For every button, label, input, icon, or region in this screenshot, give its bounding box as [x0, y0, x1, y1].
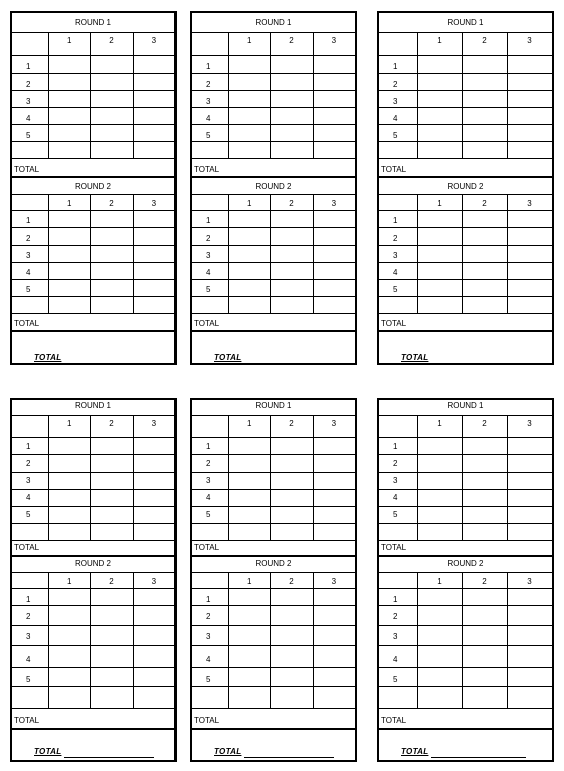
grid-line	[48, 415, 49, 540]
row-label: 1	[393, 442, 398, 451]
column-header: 3	[151, 577, 157, 586]
grid-line	[133, 194, 134, 313]
grid-line	[507, 32, 508, 158]
grid-line	[192, 73, 355, 74]
grid-line	[48, 572, 49, 708]
round-total-label: TOTAL	[381, 165, 407, 174]
grid-line	[462, 572, 463, 708]
grid-line	[192, 605, 355, 606]
grid-line	[192, 279, 355, 280]
score-card	[377, 398, 554, 762]
grid-line	[379, 555, 552, 557]
grid-line	[192, 588, 355, 589]
grid-line	[192, 625, 355, 626]
grid-line	[379, 313, 552, 314]
round-1-title: ROUND 1	[74, 401, 111, 410]
grid-line	[379, 523, 552, 524]
round-total-label: TOTAL	[194, 165, 220, 174]
round-1-title: ROUND 1	[255, 401, 292, 410]
grand-total-line	[64, 757, 154, 758]
column-header: 3	[151, 199, 157, 208]
score-card	[10, 398, 177, 762]
grid-line	[379, 158, 552, 159]
column-header: 2	[109, 36, 114, 45]
grand-total-label: TOTAL	[401, 747, 429, 756]
grid-line	[379, 176, 552, 178]
grid-line	[192, 645, 355, 646]
grid-line	[192, 489, 355, 490]
grid-line	[12, 645, 174, 646]
row-label: 1	[393, 62, 398, 71]
grid-line	[379, 330, 552, 332]
grid-line	[12, 330, 174, 332]
grid-line	[12, 107, 174, 108]
round-total-label: TOTAL	[381, 543, 407, 552]
grid-line	[379, 32, 552, 33]
grid-line	[12, 262, 174, 263]
grid-line	[192, 415, 355, 416]
grid-line	[379, 588, 552, 589]
column-header: 2	[289, 577, 294, 586]
column-header: 2	[482, 577, 487, 586]
grid-line	[192, 194, 355, 195]
row-label: 1	[206, 595, 211, 604]
grid-line	[192, 32, 355, 33]
grid-line	[12, 523, 174, 524]
grid-line	[192, 227, 355, 228]
grid-line	[12, 506, 174, 507]
row-label: 1	[26, 442, 31, 451]
grid-line	[192, 210, 355, 211]
grid-line	[12, 572, 174, 573]
row-label: 3	[206, 632, 211, 641]
grid-line	[379, 489, 552, 490]
grid-line	[192, 158, 355, 159]
column-header: 1	[246, 199, 252, 208]
grid-line	[12, 90, 174, 91]
row-label: 2	[393, 459, 398, 468]
row-label: 5	[206, 131, 211, 140]
grid-line	[12, 176, 174, 178]
grid-line	[192, 107, 355, 108]
grid-line	[192, 540, 355, 541]
grid-line	[379, 472, 552, 473]
grid-line	[12, 227, 174, 228]
grid-line	[12, 489, 174, 490]
grid-line	[313, 194, 314, 313]
row-label: 2	[393, 612, 398, 621]
grid-line	[192, 124, 355, 125]
row-label: 5	[393, 510, 398, 519]
round-total-label: TOTAL	[381, 319, 407, 328]
row-label: 2	[26, 459, 31, 468]
grid-line	[379, 296, 552, 297]
grid-line	[379, 506, 552, 507]
grid-line	[462, 32, 463, 158]
grid-line	[192, 437, 355, 438]
row-label: 2	[206, 234, 211, 243]
row-label: 3	[393, 476, 398, 485]
column-header: 3	[527, 419, 532, 428]
row-label: 2	[206, 459, 211, 468]
row-label: 4	[26, 114, 31, 123]
round-1-title: ROUND 1	[447, 401, 484, 410]
row-label: 3	[206, 476, 211, 485]
grid-line	[90, 32, 91, 158]
grid-line	[192, 472, 355, 473]
row-label: 4	[393, 268, 398, 277]
grid-line	[192, 667, 355, 668]
grid-line	[90, 572, 91, 708]
column-header: 1	[66, 36, 72, 45]
round-total-label: TOTAL	[194, 716, 220, 725]
grid-line	[12, 437, 174, 438]
row-label: 1	[206, 442, 211, 451]
column-header: 2	[109, 419, 114, 428]
row-label: 2	[206, 80, 211, 89]
column-header: 3	[331, 36, 337, 45]
row-label: 4	[26, 268, 31, 277]
grid-line	[12, 124, 174, 125]
grid-line	[507, 572, 508, 708]
round-1-title: ROUND 1	[74, 18, 111, 27]
grid-line	[133, 572, 134, 708]
grid-line	[228, 194, 229, 313]
column-header: 2	[482, 199, 487, 208]
column-header: 3	[527, 577, 532, 586]
grid-line	[12, 313, 174, 314]
grid-line	[192, 90, 355, 91]
row-label: 4	[206, 655, 211, 664]
row-label: 1	[26, 62, 31, 71]
grid-line	[12, 245, 174, 246]
column-header: 1	[246, 419, 252, 428]
grid-line	[379, 210, 552, 211]
row-label: 2	[26, 612, 31, 621]
round-total-label: TOTAL	[14, 319, 40, 328]
grid-line	[90, 194, 91, 313]
grid-line	[12, 415, 174, 416]
grid-line	[270, 415, 271, 540]
grid-line	[417, 32, 418, 158]
row-label: 4	[393, 114, 398, 123]
row-label: 1	[26, 216, 31, 225]
grid-line	[379, 540, 552, 541]
grid-line	[379, 55, 552, 56]
grid-line	[12, 55, 174, 56]
row-label: 4	[393, 655, 398, 664]
grid-line	[12, 141, 174, 142]
column-header: 3	[331, 199, 337, 208]
row-label: 5	[206, 285, 211, 294]
grid-line	[462, 415, 463, 540]
column-header: 1	[437, 419, 442, 428]
grid-line	[417, 415, 418, 540]
score-card	[10, 11, 177, 365]
column-header: 3	[331, 419, 337, 428]
grand-total-label: TOTAL	[214, 747, 242, 756]
grid-line	[12, 686, 174, 687]
grid-line	[379, 625, 552, 626]
grid-line	[313, 32, 314, 158]
grid-line	[379, 194, 552, 195]
row-label: 3	[393, 251, 398, 260]
row-label: 5	[393, 675, 398, 684]
grid-line	[12, 454, 174, 455]
column-header: 2	[109, 199, 114, 208]
grid-line	[379, 645, 552, 646]
row-label: 3	[393, 632, 398, 641]
row-label: 4	[26, 493, 31, 502]
round-total-label: TOTAL	[14, 165, 40, 174]
column-header: 2	[289, 419, 294, 428]
grid-line	[270, 572, 271, 708]
grid-line	[379, 245, 552, 246]
grid-line	[133, 415, 134, 540]
grid-line	[12, 605, 174, 606]
grid-line	[12, 32, 174, 33]
row-label: 4	[393, 493, 398, 502]
round-total-label: TOTAL	[14, 543, 40, 552]
grid-line	[379, 279, 552, 280]
row-label: 1	[206, 216, 211, 225]
grid-line	[379, 454, 552, 455]
grid-line	[12, 279, 174, 280]
score-card	[190, 11, 357, 365]
grid-line	[12, 210, 174, 211]
grand-total-label: TOTAL	[401, 353, 429, 362]
row-label: 5	[26, 131, 31, 140]
grid-line	[12, 625, 174, 626]
row-label: 5	[206, 510, 211, 519]
column-header: 2	[109, 577, 114, 586]
grid-line	[507, 415, 508, 540]
grid-line	[228, 32, 229, 158]
grand-total-label: TOTAL	[34, 747, 62, 756]
grid-line	[313, 572, 314, 708]
grand-total-line	[431, 757, 526, 758]
row-label: 3	[26, 97, 31, 106]
grand-total-label: TOTAL	[34, 353, 62, 362]
round-1-title: ROUND 1	[447, 18, 484, 27]
score-card	[190, 398, 357, 762]
grid-line	[507, 194, 508, 313]
column-header: 1	[437, 199, 442, 208]
column-header: 1	[66, 419, 72, 428]
round-total-label: TOTAL	[194, 543, 220, 552]
grid-line	[90, 415, 91, 540]
round-2-title: ROUND 2	[447, 182, 484, 191]
grid-line	[228, 415, 229, 540]
round-1-title: ROUND 1	[255, 18, 292, 27]
grid-line	[192, 313, 355, 314]
round-2-title: ROUND 2	[255, 182, 292, 191]
grid-line	[192, 176, 355, 178]
grid-line	[379, 605, 552, 606]
column-header: 3	[527, 199, 532, 208]
grid-line	[379, 686, 552, 687]
grand-total-line	[64, 363, 154, 364]
grid-line	[192, 141, 355, 142]
column-header: 3	[527, 36, 532, 45]
row-label: 3	[206, 97, 211, 106]
row-label: 2	[393, 80, 398, 89]
round-2-title: ROUND 2	[74, 182, 111, 191]
round-total-label: TOTAL	[381, 716, 407, 725]
column-header: 1	[246, 577, 252, 586]
grand-total-line	[244, 757, 334, 758]
grid-line	[12, 667, 174, 668]
grid-line	[192, 523, 355, 524]
row-label: 1	[393, 216, 398, 225]
row-label: 1	[206, 62, 211, 71]
round-total-label: TOTAL	[14, 716, 40, 725]
grid-line	[379, 124, 552, 125]
column-header: 1	[437, 577, 442, 586]
grid-line	[379, 728, 552, 730]
row-label: 3	[26, 476, 31, 485]
grid-line	[270, 194, 271, 313]
grid-line	[379, 572, 552, 573]
grid-line	[192, 55, 355, 56]
row-label: 4	[206, 114, 211, 123]
grid-line	[192, 262, 355, 263]
grid-line	[48, 194, 49, 313]
grand-total-line	[244, 363, 334, 364]
grid-line	[270, 32, 271, 158]
grid-line	[379, 107, 552, 108]
column-header: 2	[289, 36, 294, 45]
grid-line	[12, 708, 174, 709]
grid-line	[379, 141, 552, 142]
grid-line	[379, 262, 552, 263]
column-header: 1	[66, 577, 72, 586]
grid-line	[379, 227, 552, 228]
grid-line	[192, 296, 355, 297]
row-label: 2	[26, 234, 31, 243]
grid-line	[313, 415, 314, 540]
grid-line	[379, 667, 552, 668]
score-card	[377, 11, 554, 365]
column-header: 1	[437, 36, 442, 45]
round-2-title: ROUND 2	[255, 559, 292, 568]
row-label: 4	[206, 268, 211, 277]
column-header: 2	[482, 36, 487, 45]
row-label: 4	[26, 655, 31, 664]
row-label: 1	[393, 595, 398, 604]
grid-line	[379, 73, 552, 74]
grid-line	[192, 708, 355, 709]
row-label: 5	[26, 675, 31, 684]
round-2-title: ROUND 2	[447, 559, 484, 568]
round-2-title: ROUND 2	[74, 559, 111, 568]
row-label: 5	[393, 131, 398, 140]
row-label: 5	[206, 675, 211, 684]
row-label: 3	[206, 251, 211, 260]
grid-line	[192, 728, 355, 730]
grid-line	[379, 415, 552, 416]
column-header: 2	[289, 199, 294, 208]
grid-line	[192, 454, 355, 455]
row-label: 3	[26, 251, 31, 260]
grid-line	[12, 555, 174, 557]
grid-line	[12, 158, 174, 159]
row-label: 3	[393, 97, 398, 106]
row-label: 2	[393, 234, 398, 243]
column-header: 3	[331, 577, 337, 586]
grid-line	[417, 572, 418, 708]
row-label: 5	[393, 285, 398, 294]
grid-line	[379, 708, 552, 709]
column-header: 1	[66, 199, 72, 208]
grid-line	[12, 73, 174, 74]
grid-line	[48, 32, 49, 158]
column-header: 2	[482, 419, 487, 428]
grid-line	[379, 437, 552, 438]
round-total-label: TOTAL	[194, 319, 220, 328]
grand-total-line	[431, 363, 526, 364]
grid-line	[192, 245, 355, 246]
grid-line	[379, 90, 552, 91]
grid-line	[462, 194, 463, 313]
row-label: 3	[26, 632, 31, 641]
row-label: 5	[26, 285, 31, 294]
grid-line	[12, 588, 174, 589]
row-label: 5	[26, 510, 31, 519]
grid-line	[192, 330, 355, 332]
column-header: 1	[246, 36, 252, 45]
grid-line	[192, 686, 355, 687]
row-label: 4	[206, 493, 211, 502]
grid-line	[228, 572, 229, 708]
grand-total-label: TOTAL	[214, 353, 242, 362]
grid-line	[417, 194, 418, 313]
grid-line	[12, 194, 174, 195]
row-label: 2	[206, 612, 211, 621]
grid-line	[12, 728, 174, 730]
grid-line	[192, 572, 355, 573]
row-label: 2	[26, 80, 31, 89]
grid-line	[192, 506, 355, 507]
column-header: 3	[151, 419, 157, 428]
grid-line	[133, 32, 134, 158]
grid-line	[192, 555, 355, 557]
grid-line	[12, 540, 174, 541]
column-header: 3	[151, 36, 157, 45]
grid-line	[12, 296, 174, 297]
row-label: 1	[26, 595, 31, 604]
grid-line	[12, 472, 174, 473]
